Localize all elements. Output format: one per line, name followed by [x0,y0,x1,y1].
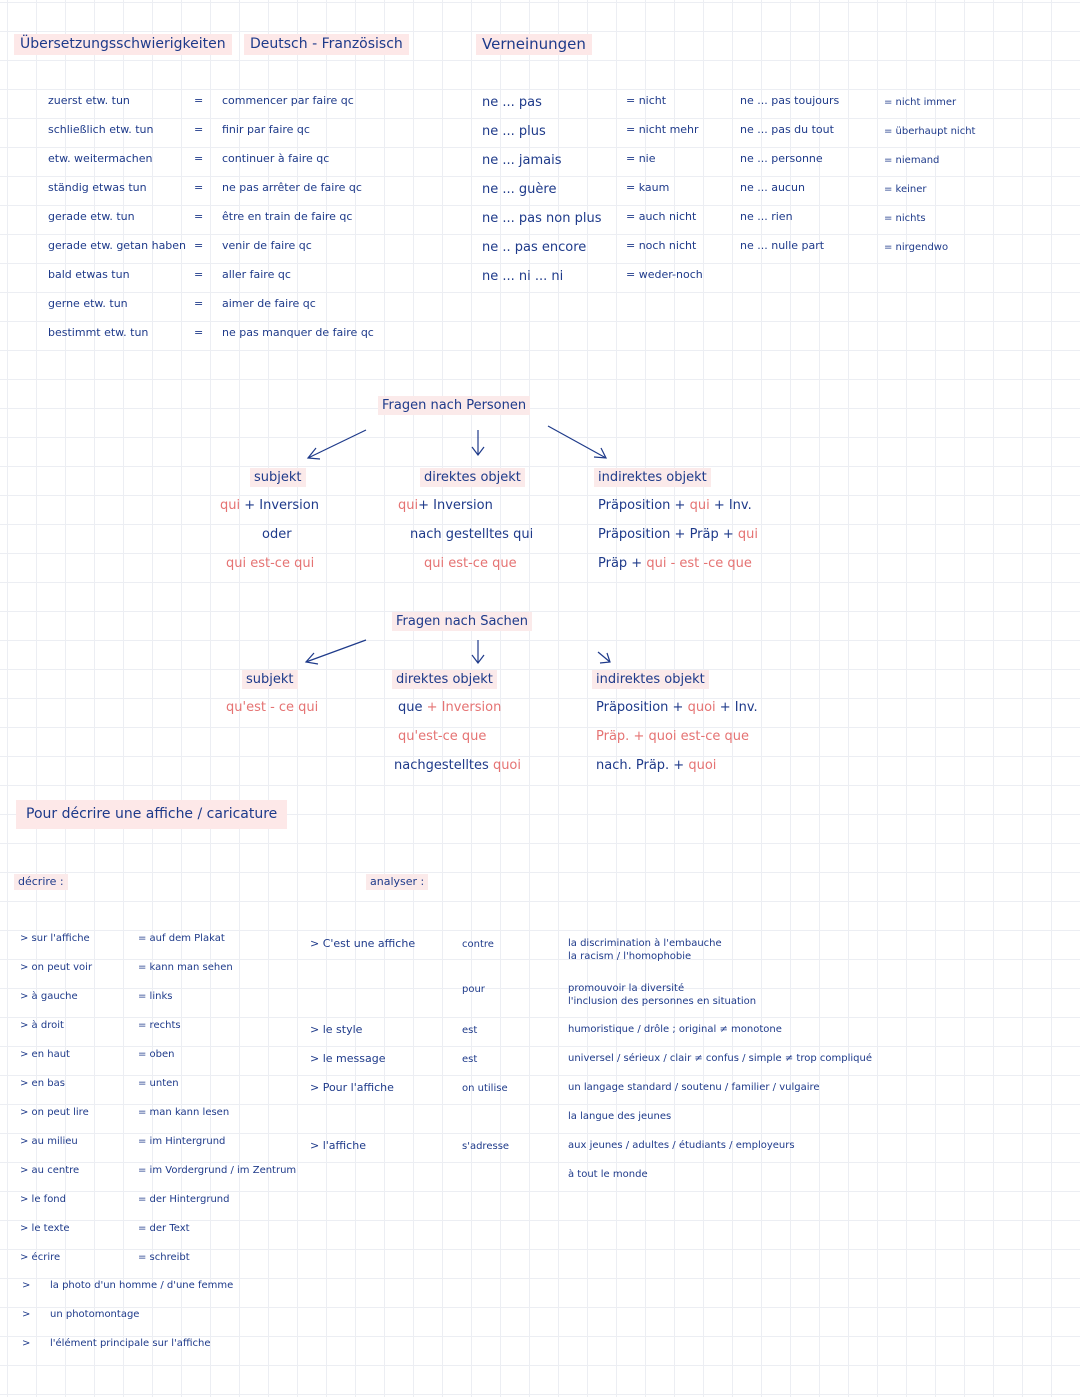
equals-sign: = [194,94,204,107]
inversion-text: + Inversion [418,498,493,513]
inversion-text: + Inversion [240,498,319,513]
qui-word: qui [737,527,759,542]
qui-word: qui [398,498,419,513]
persons-direct-line2 [410,526,533,543]
persons-indirect-line2 [598,526,758,543]
decrire-french: > au centre [20,1165,80,1176]
negation-french: ne .. pas encore [482,240,587,255]
negation-french: ne ... aucun [740,181,805,194]
quoi-word: quoi [687,700,716,715]
things-direct-line3 [394,757,521,774]
section-title-translation: Übersetzungsschwierigkeiten [14,34,232,55]
decrire-french: > sur l'affiche [20,933,90,944]
decrire-german: = schreibt [138,1252,190,1263]
decrire-german: = rechts [138,1020,181,1031]
analyser-subject: > l'affiche [310,1139,366,1152]
qui-word: qui [220,498,241,513]
preposition-text: Präposition + [598,498,690,513]
things-indirect-line2: Präp. + quoi est-ce que [596,729,749,744]
translation-french: ne pas arrêter de faire qc [222,181,362,194]
negation-french: ne ... pas toujours [740,94,840,107]
decrire-german: = der Hintergrund [138,1194,230,1205]
translation-german: ständig etwas tun [48,181,147,194]
extra-item: un photomontage [50,1309,140,1320]
bullet-marker: > [22,1338,31,1349]
equals-sign: = [194,268,204,281]
persons-subject-line2: oder [262,527,292,542]
translation-french: finir par faire qc [222,123,310,136]
decrire-german: = unten [138,1078,179,1089]
preposition-text: Präposition + [596,700,688,715]
preposition-text: Präposition + Präp + [598,527,738,542]
negation-german: = weder-noch [626,268,703,281]
postposed-text: nach gestelltes [410,527,514,542]
analyser-subject: > le message [310,1052,386,1065]
decrire-french: > à droit [20,1020,64,1031]
translation-french: ne pas manquer de faire qc [222,326,374,339]
things-direct-line1 [398,699,501,716]
decrire-german: = im Vordergrund / im Zentrum [138,1165,297,1176]
equals-sign: = [194,210,204,223]
negation-french: ne ... plus [482,124,546,139]
negation-german: = niemand [884,155,940,166]
arrow-persons-subject [308,430,366,458]
negation-french: ne ... guère [482,182,557,197]
persons-subject-line1 [220,497,319,514]
translation-french: commencer par faire qc [222,94,354,107]
decrire-french: > en bas [20,1078,65,1089]
things-indirect-line3 [596,757,716,774]
decrire-german: = auf dem Plakat [138,933,225,944]
preposition-text: nach. Präp. + [596,758,689,773]
decrire-french: > à gauche [20,991,78,1002]
persons-direct-head: direktes objekt [420,468,525,487]
negation-german: = nicht [626,94,667,107]
analyser-description: aux jeunes / adultes / étudiants / employeurs [568,1140,795,1151]
negation-german: = nicht mehr [626,123,699,136]
analyser-verb: pour [462,984,485,995]
persons-subject-line3: qui est-ce qui [226,556,315,571]
negation-french: ne ... rien [740,210,793,223]
extra-item: l'élément principale sur l'affiche [50,1338,211,1349]
persons-indirect-line1 [598,497,752,514]
translation-french: être en train de faire qc [222,210,353,223]
equals-sign: = [194,239,204,252]
things-subject-head: subjekt [242,670,298,689]
negation-german: = nichts [884,213,926,224]
decrire-german: = oben [138,1049,175,1060]
analyser-description-2: l'inclusion des personnes en situation [568,996,757,1007]
negation-german: = überhaupt nicht [884,126,976,137]
negation-german: = kaum [626,181,670,194]
translation-german: etw. weitermachen [48,152,153,165]
translation-german: bald etwas tun [48,268,130,281]
negation-german: = nicht immer [884,97,957,108]
translation-french: continuer à faire qc [222,152,330,165]
qui-word: qui [689,498,710,513]
analyser-description-2: la racism / l'homophobie [568,951,692,962]
arrow-persons-indirect [548,426,606,458]
quoi-word: quoi [492,758,521,773]
section-subtitle-languages: Deutsch - Französisch [244,34,409,55]
analyser-verb: s'adresse [462,1141,510,1152]
decrire-french: > écrire [20,1252,61,1263]
analyser-label: analyser : [366,874,428,890]
negation-french: ne ... personne [740,152,823,165]
arrow-things-subject [306,640,366,662]
translation-german: schließlich etw. tun [48,123,154,136]
things-subject-line1: qu'est - ce qui [226,700,319,715]
equals-sign: = [194,123,204,136]
decrire-french: > le fond [20,1194,66,1205]
postposed-text: nachgestelltes [394,758,493,773]
inversion-text: + Inversion [422,700,502,715]
negation-french: ne ... pas du tout [740,123,834,136]
things-direct-line2: qu'est-ce que [398,729,487,744]
analyser-description: la langue des jeunes [568,1111,672,1122]
extra-item: la photo d'un homme / d'une femme [50,1280,234,1291]
decrire-french: > le texte [20,1223,70,1234]
decrire-french: > en haut [20,1049,70,1060]
negation-german: = nie [626,152,656,165]
decrire-label: décrire : [14,874,68,890]
decrire-german: = man kann lesen [138,1107,230,1118]
bullet-marker: > [22,1280,31,1291]
negation-german: = auch nicht [626,210,697,223]
translation-french: aller faire qc [222,268,291,281]
translation-german: gerade etw. getan haben [48,239,187,252]
qui-word: qui [513,527,534,542]
equals-sign: = [194,326,204,339]
analyser-description: à tout le monde [568,1169,648,1180]
negation-german: = noch nicht [626,239,697,252]
persons-indirect-line3 [598,555,752,572]
things-indirect-line1 [596,699,758,716]
inversion-text: + Inv. [715,700,758,715]
things-direct-head: direktes objekt [392,670,497,689]
analyser-description: promouvoir la diversité [568,983,685,994]
decrire-german: = links [138,991,173,1002]
equals-sign: = [194,297,204,310]
persons-direct-line3: qui est-ce que [424,556,517,571]
equals-sign: = [194,181,204,194]
things-title: Fragen nach Sachen [392,612,532,631]
translation-german: gerne etw. tun [48,297,128,310]
decrire-german: = der Text [138,1223,190,1234]
negation-german: = nirgendwo [884,242,949,253]
bullet-marker: > [22,1309,31,1320]
decrire-german: = im Hintergrund [138,1136,226,1147]
analyser-description: un langage standard / soutenu / familier / vulgaire [568,1082,820,1093]
decrire-german: = kann man sehen [138,962,233,973]
translation-french: aimer de faire qc [222,297,316,310]
decrire-french: > on peut lire [20,1107,89,1118]
negation-french: ne ... pas non plus [482,211,602,226]
persons-indirect-head: indirektes objekt [594,468,711,487]
translation-german: bestimmt etw. tun [48,326,149,339]
negation-german: = keiner [884,184,927,195]
persons-direct-line1 [398,497,493,514]
analyser-subject: > le style [310,1023,363,1036]
que-word: que [398,700,423,715]
section-title-negations: Verneinungen [476,34,592,55]
translation-french: venir de faire qc [222,239,312,252]
analyser-description: universel / sérieux / clair ≠ confus / simple ≠ trop compliqué [568,1053,872,1064]
inversion-text: + Inv. [709,498,752,513]
preposition-text: Präp + [598,556,647,571]
analyser-verb: on utilise [462,1083,508,1094]
negation-french: ne ... pas [482,95,542,110]
analyser-description: humoristique / drôle ; original ≠ monotone [568,1024,782,1035]
analyser-subject: > Pour l'affiche [310,1081,394,1094]
qui-word: qui - est -ce que [646,556,752,571]
things-indirect-head: indirektes objekt [592,670,709,689]
persons-subject-head: subjekt [250,468,306,487]
translation-german: gerade etw. tun [48,210,135,223]
analyser-subject: > C'est une affiche [310,937,416,950]
translation-german: zuerst etw. tun [48,94,130,107]
negation-french: ne ... ni ... ni [482,269,564,284]
negation-french: ne ... jamais [482,153,562,168]
analyser-description: la discrimination à l'embauche [568,938,722,949]
quoi-word: quoi [688,758,717,773]
decrire-french: > on peut voir [20,962,93,973]
analyser-verb: est [462,1054,478,1065]
negation-french: ne ... nulle part [740,239,825,252]
analyser-verb: contre [462,939,494,950]
equals-sign: = [194,152,204,165]
decrire-french: > au milieu [20,1136,78,1147]
analyser-verb: est [462,1025,478,1036]
poster-section-title: Pour décrire une affiche / caricature [16,800,287,829]
persons-title: Fragen nach Personen [378,396,530,415]
